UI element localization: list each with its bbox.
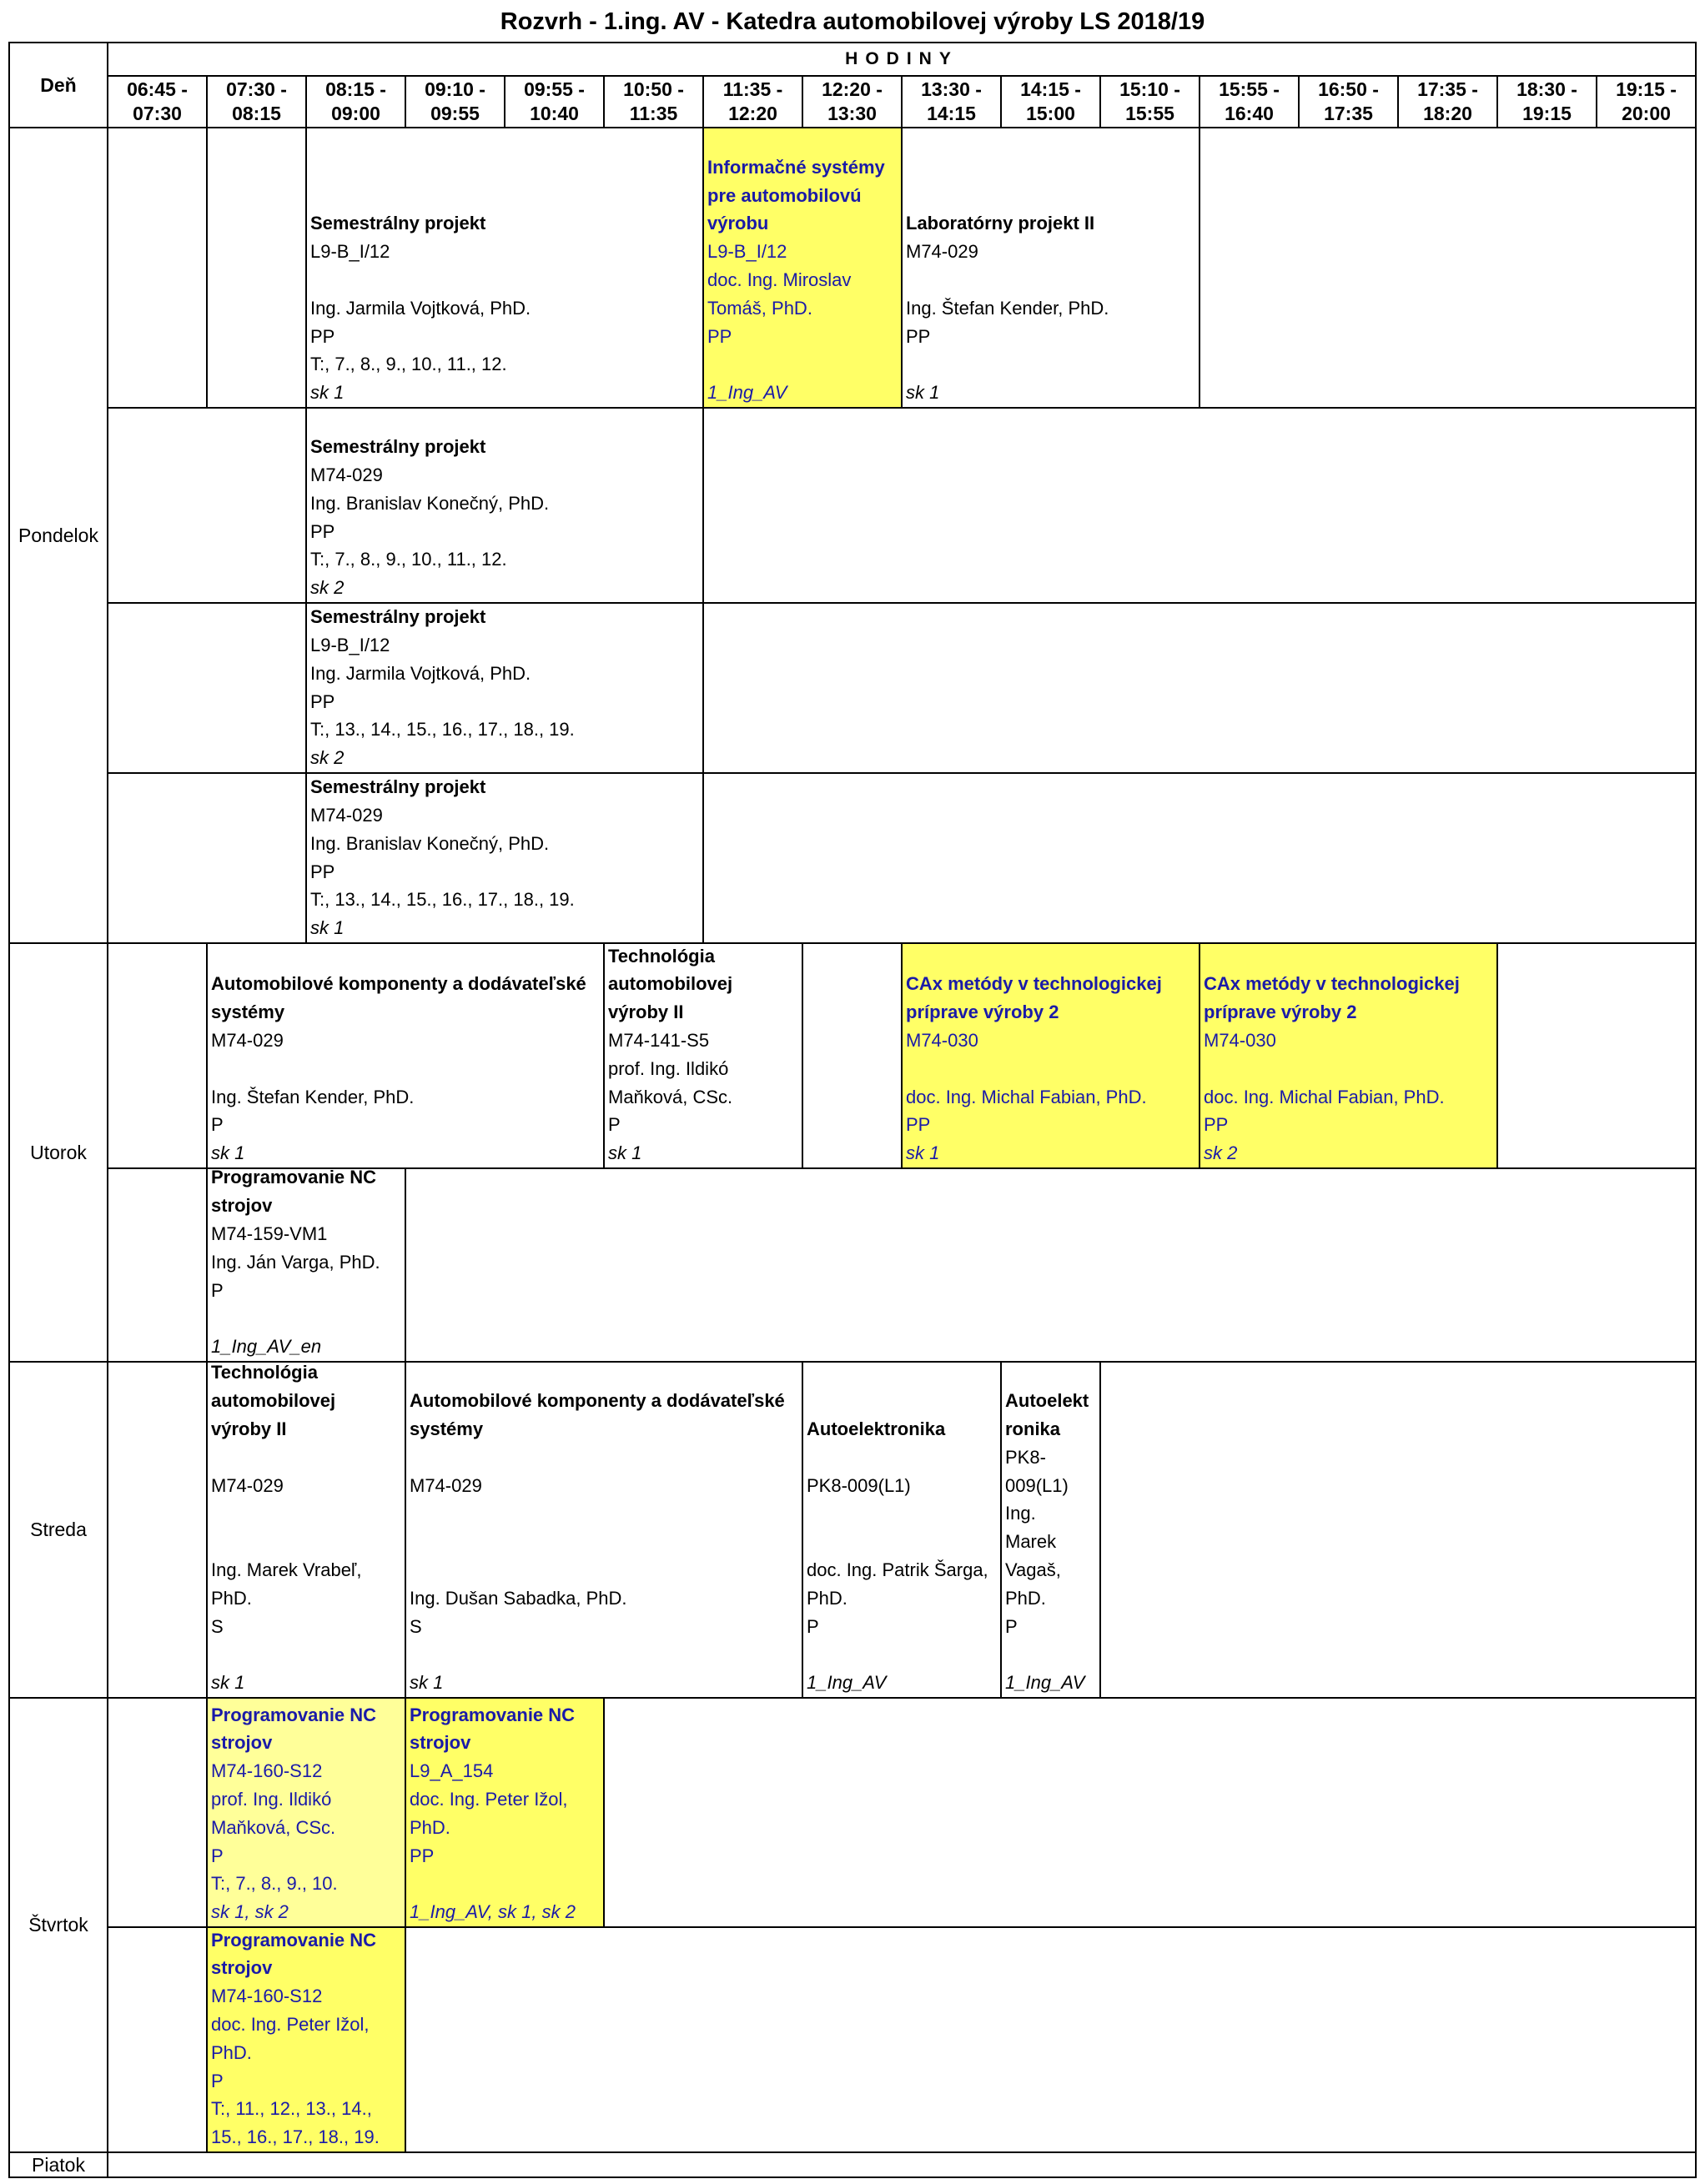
day-column-header <box>8 42 108 128</box>
event-detail-line <box>211 1304 403 1333</box>
timetable-event[interactable] <box>1199 942 1498 1169</box>
event-detail-line: Vagaš, <box>1005 1559 1061 1581</box>
event-detail-line: doc. Ing. Patrik Šarga, <box>807 1559 988 1581</box>
event-detail-line: Ing. Branislav Konečný, PhD. <box>310 832 550 854</box>
event-detail-line: PK8- <box>1005 1446 1046 1468</box>
event-detail-line: sk 1 <box>410 1672 444 1694</box>
event-title-line: Automobilové komponenty a dodávateľské <box>211 973 586 995</box>
event-detail-line: 1_Ing_AV_en <box>211 1336 322 1358</box>
event-detail-line <box>211 1640 403 1669</box>
event-detail-line <box>906 350 1197 379</box>
slot-end: 14:15 <box>927 103 976 124</box>
event-detail-line: P <box>211 1114 224 1136</box>
event-detail-line: 1_Ing_AV, sk 1, sk 2 <box>410 1901 576 1923</box>
event-title-line: Programovanie NC <box>410 1704 576 1725</box>
event-detail-line: PhD. <box>410 1816 450 1838</box>
timetable-event[interactable] <box>206 1926 406 2153</box>
event-title-line: CAx metódy v technologickej <box>1204 973 1460 995</box>
event-title-line: Technológia <box>211 1362 318 1383</box>
event-detail-line: M74-030 <box>1204 1030 1276 1052</box>
event-detail-line: sk 1 <box>906 382 940 404</box>
slot-end: 10:40 <box>530 103 579 124</box>
timetable-event[interactable] <box>702 127 903 409</box>
event-detail-line: L9-B_I/12 <box>707 241 787 263</box>
time-slot-header <box>702 75 803 128</box>
event-title-line: strojov <box>211 1957 273 1979</box>
timetable-event[interactable] <box>901 127 1200 409</box>
slot-end: 13:30 <box>827 103 877 124</box>
event-detail-line: M74-029 <box>310 805 383 826</box>
event-title-line: Semestrálny projekt <box>310 606 486 628</box>
day-label: Piatok <box>8 2151 108 2178</box>
event-detail-line: Ing. Jarmila Vojtková, PhD. <box>310 297 531 319</box>
event-detail-line <box>211 1055 601 1083</box>
event-detail-line: T:, 13., 14., 15., 16., 17., 18., 19. <box>310 719 575 741</box>
day-label: Utorok <box>8 942 108 1363</box>
event-detail-line: prof. Ing. Ildikó <box>211 1789 332 1810</box>
timetable-event[interactable] <box>802 1361 1002 1699</box>
event-title-line: systémy <box>410 1418 484 1440</box>
event-detail-line: PP <box>906 325 931 347</box>
event-detail-line: PP <box>707 325 732 347</box>
timetable-event[interactable] <box>1000 1361 1101 1699</box>
event-title-line: Laboratórny projekt II <box>906 213 1095 234</box>
slot-start: 15:55 - <box>1219 78 1280 100</box>
event-detail-line: M74-029 <box>906 241 978 263</box>
event-detail-line <box>211 1499 403 1528</box>
event-title-line: Semestrálny projekt <box>310 436 486 458</box>
event-detail-line: 1_Ing_AV <box>807 1672 887 1694</box>
empty-cell <box>1099 1361 1697 1699</box>
event-detail-line <box>1204 942 1495 970</box>
event-detail-line: Ing. Branislav Konečný, PhD. <box>310 492 550 514</box>
time-slot-header <box>1199 75 1300 128</box>
slot-end: 09:00 <box>331 103 380 124</box>
empty-cell <box>702 407 1697 604</box>
empty-cell <box>702 602 1697 774</box>
event-detail-line <box>410 1528 800 1556</box>
slot-end: 15:55 <box>1125 103 1174 124</box>
day-header-label: Deň <box>40 73 77 96</box>
timetable-event[interactable] <box>305 772 704 944</box>
event-detail-line <box>807 1361 998 1387</box>
event-title-line: príprave výroby 2 <box>906 1002 1059 1023</box>
event-detail-line: PP <box>310 520 335 542</box>
event-title-line: systémy <box>211 1002 285 1023</box>
time-slot-header <box>107 75 208 128</box>
event-detail-line: T:, 11., 12., 13., 14., <box>211 2098 372 2120</box>
timetable-event[interactable] <box>901 942 1200 1169</box>
slot-start: 16:50 - <box>1318 78 1379 100</box>
slot-end: 16:40 <box>1225 103 1274 124</box>
event-detail-line: M74-029 <box>211 1030 284 1052</box>
event-title-line: automobilovej <box>211 1390 336 1412</box>
event-title-line: strojov <box>211 1195 273 1217</box>
event-title-line: výroby II <box>608 1002 684 1023</box>
empty-cell <box>107 407 307 604</box>
event-detail-line <box>410 1556 800 1584</box>
event-detail-line: M74-159-VM1 <box>211 1223 328 1245</box>
empty-cell <box>107 772 307 944</box>
time-slot-header <box>1298 75 1399 128</box>
time-slot-header <box>504 75 605 128</box>
slot-start: 09:10 - <box>425 78 485 100</box>
slot-end: 17:35 <box>1324 103 1373 124</box>
event-title-line: Programovanie NC <box>211 1929 377 1951</box>
event-detail-line: M74-029 <box>310 464 383 486</box>
event-detail-line: doc. Ing. Miroslav <box>707 269 852 291</box>
event-detail-line: Marek <box>1005 1531 1057 1553</box>
event-detail-line: sk 1 <box>211 1142 245 1164</box>
timetable-event[interactable] <box>603 942 803 1169</box>
slot-end: 18:20 <box>1423 103 1472 124</box>
event-detail-line: 009(L1) <box>1005 1474 1069 1496</box>
event-detail-line <box>211 1443 403 1472</box>
event-detail-line: Ing. Štefan Kender, PhD. <box>906 297 1109 319</box>
time-slot-header <box>206 75 307 128</box>
event-detail-line: Maňková, CSc. <box>608 1086 733 1107</box>
event-detail-line: doc. Ing. Peter Ižol, <box>410 1789 568 1810</box>
empty-cell <box>1199 127 1697 409</box>
slot-end: 12:20 <box>728 103 777 124</box>
event-detail-line: 15., 16., 17., 18., 19. <box>211 2126 380 2148</box>
event-title-line: pre automobilovú <box>707 184 862 206</box>
slot-end: 08:15 <box>232 103 281 124</box>
event-detail-line: doc. Ing. Michal Fabian, PhD. <box>906 1086 1147 1107</box>
event-detail-line: Tomáš, PhD. <box>707 297 812 319</box>
event-detail-line <box>807 1528 998 1556</box>
event-detail-line <box>906 266 1197 294</box>
event-detail-line <box>410 1870 601 1898</box>
event-detail-line: L9_A_154 <box>410 1760 494 1782</box>
event-detail-line: sk 1 <box>906 1142 940 1164</box>
event-detail-line: P <box>211 2070 224 2091</box>
event-detail-line: S <box>410 1615 422 1637</box>
event-detail-line <box>211 942 601 970</box>
event-detail-line <box>807 1640 998 1669</box>
slot-end: 15:00 <box>1026 103 1075 124</box>
empty-cell <box>1496 942 1697 1169</box>
event-title-line: Informačné systémy <box>707 156 885 178</box>
timetable-event[interactable] <box>206 1697 406 1928</box>
event-detail-line: T:, 7., 8., 9., 10., 11., 12. <box>310 354 507 375</box>
time-slot-header <box>1397 75 1498 128</box>
event-detail-line: sk 1 <box>211 1672 245 1694</box>
event-detail-line: L9-B_I/12 <box>310 635 390 656</box>
event-detail-line: doc. Ing. Peter Ižol, <box>211 2014 370 2036</box>
event-detail-line <box>906 1055 1197 1083</box>
timetable-event[interactable] <box>405 1697 605 1928</box>
event-title-line: Semestrálny projekt <box>310 213 486 234</box>
slot-end: 20:00 <box>1622 103 1671 124</box>
event-detail-line: sk 2 <box>310 577 345 599</box>
event-detail-line: PP <box>310 325 335 347</box>
event-detail-line: M74-141-S5 <box>608 1030 710 1052</box>
event-detail-line: 1_Ing_AV <box>1005 1672 1085 1694</box>
event-detail-line: L9-B_I/12 <box>310 241 390 263</box>
event-detail-line: sk 1, sk 2 <box>211 1901 289 1923</box>
event-title-line: Autoelekt <box>1005 1390 1089 1412</box>
slot-end: 19:15 <box>1522 103 1572 124</box>
slot-start: 17:35 - <box>1417 78 1478 100</box>
event-detail-line: Ing. Jarmila Vojtková, PhD. <box>310 662 531 684</box>
slot-start: 18:30 - <box>1516 78 1577 100</box>
timetable-event[interactable] <box>305 127 704 409</box>
slot-start: 08:15 - <box>325 78 386 100</box>
empty-cell <box>107 127 208 409</box>
hours-header: HODINY <box>107 42 1697 77</box>
event-detail-line <box>1005 1640 1098 1669</box>
event-title-line: Programovanie NC <box>211 1167 377 1188</box>
time-slot-header <box>603 75 704 128</box>
event-detail-line: prof. Ing. Ildikó <box>608 1057 729 1079</box>
event-detail-line <box>1204 1055 1495 1083</box>
event-title-line: Technológia <box>608 945 715 966</box>
event-detail-line: PP <box>1204 1114 1229 1136</box>
slot-start: 14:15 - <box>1020 78 1081 100</box>
event-detail-line: Ing. <box>1005 1503 1036 1524</box>
event-detail-line <box>807 1443 998 1472</box>
event-detail-line: sk 1 <box>608 1142 642 1164</box>
slot-start: 12:20 - <box>822 78 883 100</box>
slot-start: 15:10 - <box>1119 78 1180 100</box>
event-detail-line: T:, 7., 8., 9., 10., 11., 12. <box>310 549 507 570</box>
event-detail-line: sk 1 <box>310 382 345 404</box>
event-title-line: ronika <box>1005 1418 1061 1440</box>
event-detail-line <box>211 1528 403 1556</box>
event-detail-line <box>410 1443 800 1472</box>
slot-end: 11:35 <box>629 103 678 124</box>
time-slot-header <box>1000 75 1101 128</box>
timetable-event[interactable] <box>206 942 605 1169</box>
time-slot-header <box>901 75 1002 128</box>
event-title-line: Autoelektronika <box>807 1418 946 1440</box>
event-title-line: výrobu <box>707 213 769 234</box>
empty-cell <box>107 1167 208 1363</box>
event-detail-line: Maňková, CSc. <box>211 1816 336 1838</box>
time-slot-header <box>405 75 505 128</box>
event-detail-line: sk 2 <box>310 747 345 769</box>
event-detail-line <box>410 1499 800 1528</box>
event-detail-line: PhD. <box>211 2041 252 2063</box>
timetable-event[interactable] <box>206 1167 406 1363</box>
event-detail-line: M74-030 <box>906 1030 978 1052</box>
empty-cell <box>107 1361 208 1699</box>
empty-cell <box>107 1697 208 1928</box>
day-label: Pondelok <box>8 127 108 944</box>
event-detail-line: M74-160-S12 <box>211 1760 323 1782</box>
event-detail-line: doc. Ing. Michal Fabian, PhD. <box>1204 1086 1445 1107</box>
event-detail-line <box>410 1361 800 1387</box>
event-detail-line: sk 2 <box>1204 1142 1238 1164</box>
timetable-event[interactable] <box>405 1361 803 1699</box>
slot-start: 06:45 - <box>127 78 188 100</box>
event-detail-line: sk 1 <box>310 917 345 939</box>
slot-end: 09:55 <box>430 103 480 124</box>
slot-start: 09:55 - <box>524 78 585 100</box>
empty-cell <box>107 2151 1697 2178</box>
event-detail-line <box>906 942 1197 970</box>
slot-start: 19:15 - <box>1616 78 1677 100</box>
event-detail-line: M74-029 <box>410 1474 482 1496</box>
event-detail-line: PP <box>310 861 335 882</box>
event-detail-line: P <box>211 1279 224 1301</box>
event-detail-line: PhD. <box>1005 1587 1046 1609</box>
empty-cell <box>107 602 307 774</box>
event-detail-line: Ing. Marek Vrabeľ, <box>211 1559 362 1581</box>
event-detail-line: PhD. <box>211 1587 252 1609</box>
empty-cell <box>603 1697 1697 1928</box>
page-title: Rozvrh - 1.ing. AV - Katedra automobilovej výroby LS 2018/19 <box>500 8 1205 35</box>
event-detail-line: PP <box>906 1114 931 1136</box>
event-detail-line: Ing. Štefan Kender, PhD. <box>211 1086 415 1107</box>
slot-end: 07:30 <box>133 103 182 124</box>
empty-cell <box>802 942 903 1169</box>
event-detail-line <box>807 1387 998 1415</box>
event-title-line: CAx metódy v technologickej <box>906 973 1162 995</box>
timetable-event[interactable] <box>206 1361 406 1699</box>
event-detail-line: P <box>608 1114 621 1136</box>
time-slot-header <box>1099 75 1200 128</box>
event-detail-line <box>707 350 899 379</box>
event-detail-line: PK8-009(L1) <box>807 1474 911 1496</box>
event-detail-line: 1_Ing_AV <box>707 382 787 404</box>
day-label: Streda <box>8 1361 108 1699</box>
event-title-line: výroby II <box>211 1418 287 1440</box>
event-detail-line: M74-160-S12 <box>211 1986 323 2007</box>
empty-cell <box>405 1167 1697 1363</box>
time-slot-header <box>802 75 903 128</box>
event-detail-line: Ing. Dušan Sabadka, PhD. <box>410 1587 627 1609</box>
empty-cell <box>702 772 1697 944</box>
event-detail-line: T:, 7., 8., 9., 10. <box>211 1873 338 1895</box>
event-title-line: automobilovej <box>608 973 733 995</box>
event-title-line: príprave výroby 2 <box>1204 1002 1357 1023</box>
event-detail-line: PP <box>410 1845 435 1866</box>
empty-cell <box>107 942 208 1169</box>
event-detail-line: P <box>1005 1615 1018 1637</box>
event-detail-line: PhD. <box>807 1587 847 1609</box>
event-detail-line: PP <box>310 690 335 712</box>
empty-cell <box>107 1926 208 2153</box>
slot-start: 13:30 - <box>921 78 982 100</box>
event-detail-line <box>1005 1361 1098 1387</box>
event-detail-line <box>807 1499 998 1528</box>
timetable-event[interactable] <box>305 602 704 774</box>
event-detail-line: M74-029 <box>211 1474 284 1496</box>
event-title-line: strojov <box>410 1732 471 1754</box>
event-title-line: Automobilové komponenty a dodávateľské <box>410 1390 785 1412</box>
event-detail-line: Ing. Ján Varga, PhD. <box>211 1251 380 1273</box>
event-detail-line: S <box>211 1615 224 1637</box>
slot-start: 07:30 - <box>226 78 287 100</box>
event-title-line: Semestrálny projekt <box>310 776 486 798</box>
time-slot-header <box>305 75 406 128</box>
slot-start: 10:50 - <box>623 78 684 100</box>
time-slot-header <box>1596 75 1697 128</box>
timetable-event[interactable] <box>305 407 704 604</box>
day-label: Štvrtok <box>8 1697 108 2153</box>
event-detail-line <box>410 1640 800 1669</box>
empty-cell <box>405 1926 1697 2153</box>
time-slot-header <box>1496 75 1597 128</box>
event-title-line: strojov <box>211 1732 273 1754</box>
event-detail-line: T:, 13., 14., 15., 16., 17., 18., 19. <box>310 889 575 911</box>
event-detail-line: P <box>807 1615 819 1637</box>
event-detail-line: P <box>211 1845 224 1866</box>
slot-start: 11:35 - <box>722 78 783 100</box>
event-title-line: Programovanie NC <box>211 1704 377 1725</box>
event-detail-line <box>310 266 701 294</box>
